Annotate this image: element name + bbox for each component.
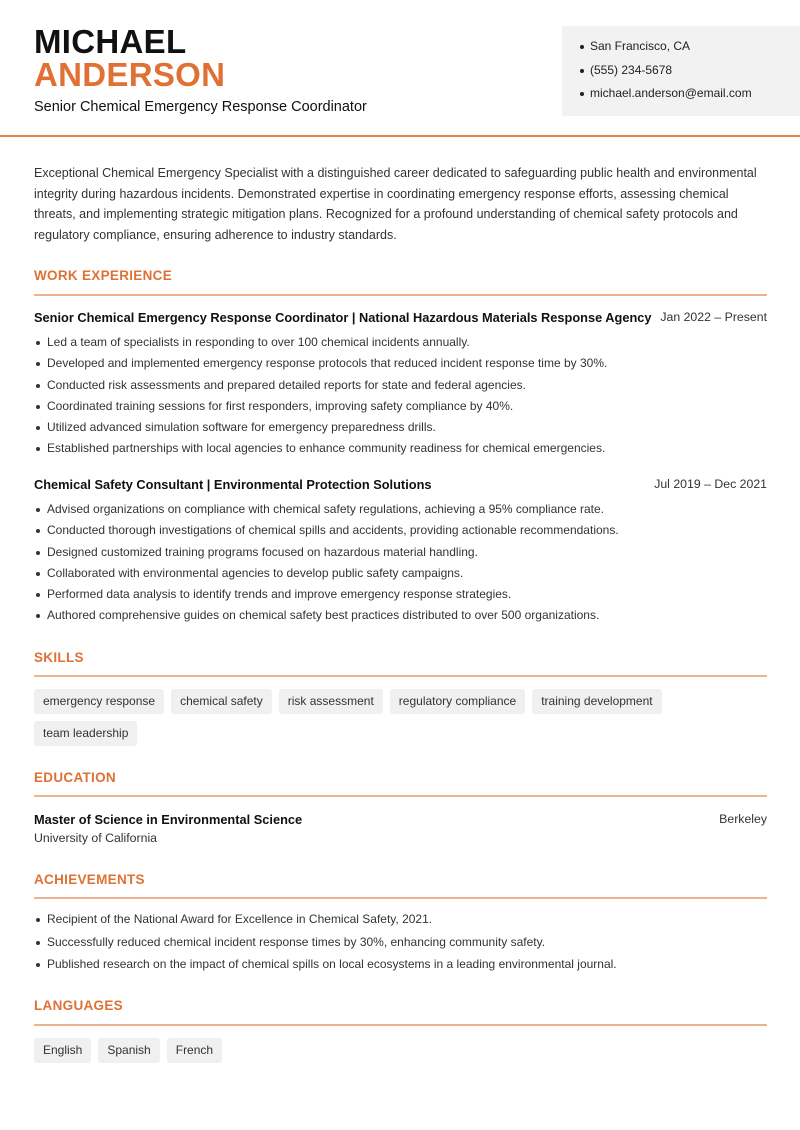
- skill-tag: team leadership: [34, 721, 137, 746]
- section-divider: [34, 294, 767, 296]
- section-title-achievements: ACHIEVEMENTS: [34, 872, 145, 887]
- contact-email[interactable]: michael.anderson@email.com: [578, 86, 800, 110]
- list-item: Published research on the impact of chemical spills on local ecosystems in a leading environmental journal.: [34, 957, 767, 980]
- list-item: Conducted thorough investigations of chemical spills and accidents, providing actionable recommendations.: [34, 523, 767, 544]
- job-role: Chemical Safety Consultant | Environmental Protection Solutions: [34, 477, 432, 492]
- list-item: Collaborated with environmental agencies to develop public safety campaigns.: [34, 566, 767, 587]
- language-tag: Spanish: [98, 1038, 159, 1063]
- job-bullets: [34, 335, 767, 463]
- job-bullets: [34, 502, 767, 630]
- list-item: Authored comprehensive guides on chemical safety best practices distributed to over 500 organizations.: [34, 608, 767, 629]
- summary: Exceptional Chemical Emergency Specialist with a distinguished career dedicated to safeguarding public health and environmental integrity during hazardous incidents. Demonstrated expertise in coordinating emergency response efforts, assessing chemical threats, and implementing strategic mitigation plans. Recognized for a profound understanding of chemical safety protocols and regulatory compliance, ensuring adherence to industry standards.: [34, 166, 757, 242]
- education-location: Berkeley: [719, 812, 767, 826]
- contact-box: [562, 26, 800, 116]
- achievements-list: [34, 912, 767, 980]
- contact-location: San Francisco, CA: [578, 39, 800, 63]
- list-item: Advised organizations on compliance with chemical safety regulations, achieving a 95% compliance rate.: [34, 502, 767, 523]
- job-role: Senior Chemical Emergency Response Coordinator | National Hazardous Materials Response Agency: [34, 310, 652, 325]
- list-item: Led a team of specialists in responding to over 100 chemical incidents annually.: [34, 335, 767, 356]
- language-tag: French: [167, 1038, 222, 1063]
- list-item: Utilized advanced simulation software for emergency preparedness drills.: [34, 420, 767, 441]
- languages-list: [34, 1038, 774, 1070]
- skill-tag: regulatory compliance: [390, 689, 525, 714]
- section-divider: [34, 675, 767, 677]
- list-item: Performed data analysis to identify trends and improve emergency response strategies.: [34, 587, 767, 608]
- skill-tag: training development: [532, 689, 661, 714]
- contact-phone: (555) 234-5678: [578, 63, 800, 87]
- education-school: University of California: [34, 831, 158, 845]
- section-title-skills: SKILLS: [34, 650, 84, 665]
- job-dates: Jan 2022 – Present: [660, 310, 767, 324]
- section-divider: [34, 897, 767, 899]
- job-header: [34, 477, 767, 492]
- language-tag: English: [34, 1038, 91, 1063]
- section-title-work: WORK EXPERIENCE: [34, 268, 173, 283]
- first-name: MICHAEL: [34, 23, 187, 60]
- resume-header: [0, 0, 800, 137]
- job-dates: Jul 2019 – Dec 2021: [654, 477, 767, 491]
- skill-tag: emergency response: [34, 689, 164, 714]
- list-item: Designed customized training programs focused on hazardous material handling.: [34, 545, 767, 566]
- list-item: Successfully reduced chemical incident response times by 30%, enhancing community safety.: [34, 935, 767, 958]
- job-header: [34, 310, 767, 325]
- skills-list: [34, 689, 774, 753]
- list-item: Developed and implemented emergency response protocols that reduced incident response time by 30%.: [34, 356, 767, 377]
- section-divider: [34, 795, 767, 797]
- section-title-education: EDUCATION: [34, 770, 116, 785]
- section-title-languages: LANGUAGES: [34, 998, 123, 1013]
- list-item: Established partnerships with local agencies to enhance community readiness for chemical emergencies.: [34, 441, 767, 462]
- list-item: Recipient of the National Award for Excellence in Chemical Safety, 2021.: [34, 912, 767, 935]
- last-name: ANDERSON: [34, 56, 226, 93]
- section-divider: [34, 1024, 767, 1026]
- skill-tag: chemical safety: [171, 689, 272, 714]
- education-degree: Master of Science in Environmental Science: [34, 812, 303, 827]
- job-title: Senior Chemical Emergency Response Coordinator: [34, 99, 367, 115]
- skill-tag: risk assessment: [279, 689, 383, 714]
- list-item: Coordinated training sessions for first responders, improving safety compliance by 40%.: [34, 399, 767, 420]
- list-item: Conducted risk assessments and prepared detailed reports for state and federal agencies.: [34, 378, 767, 399]
